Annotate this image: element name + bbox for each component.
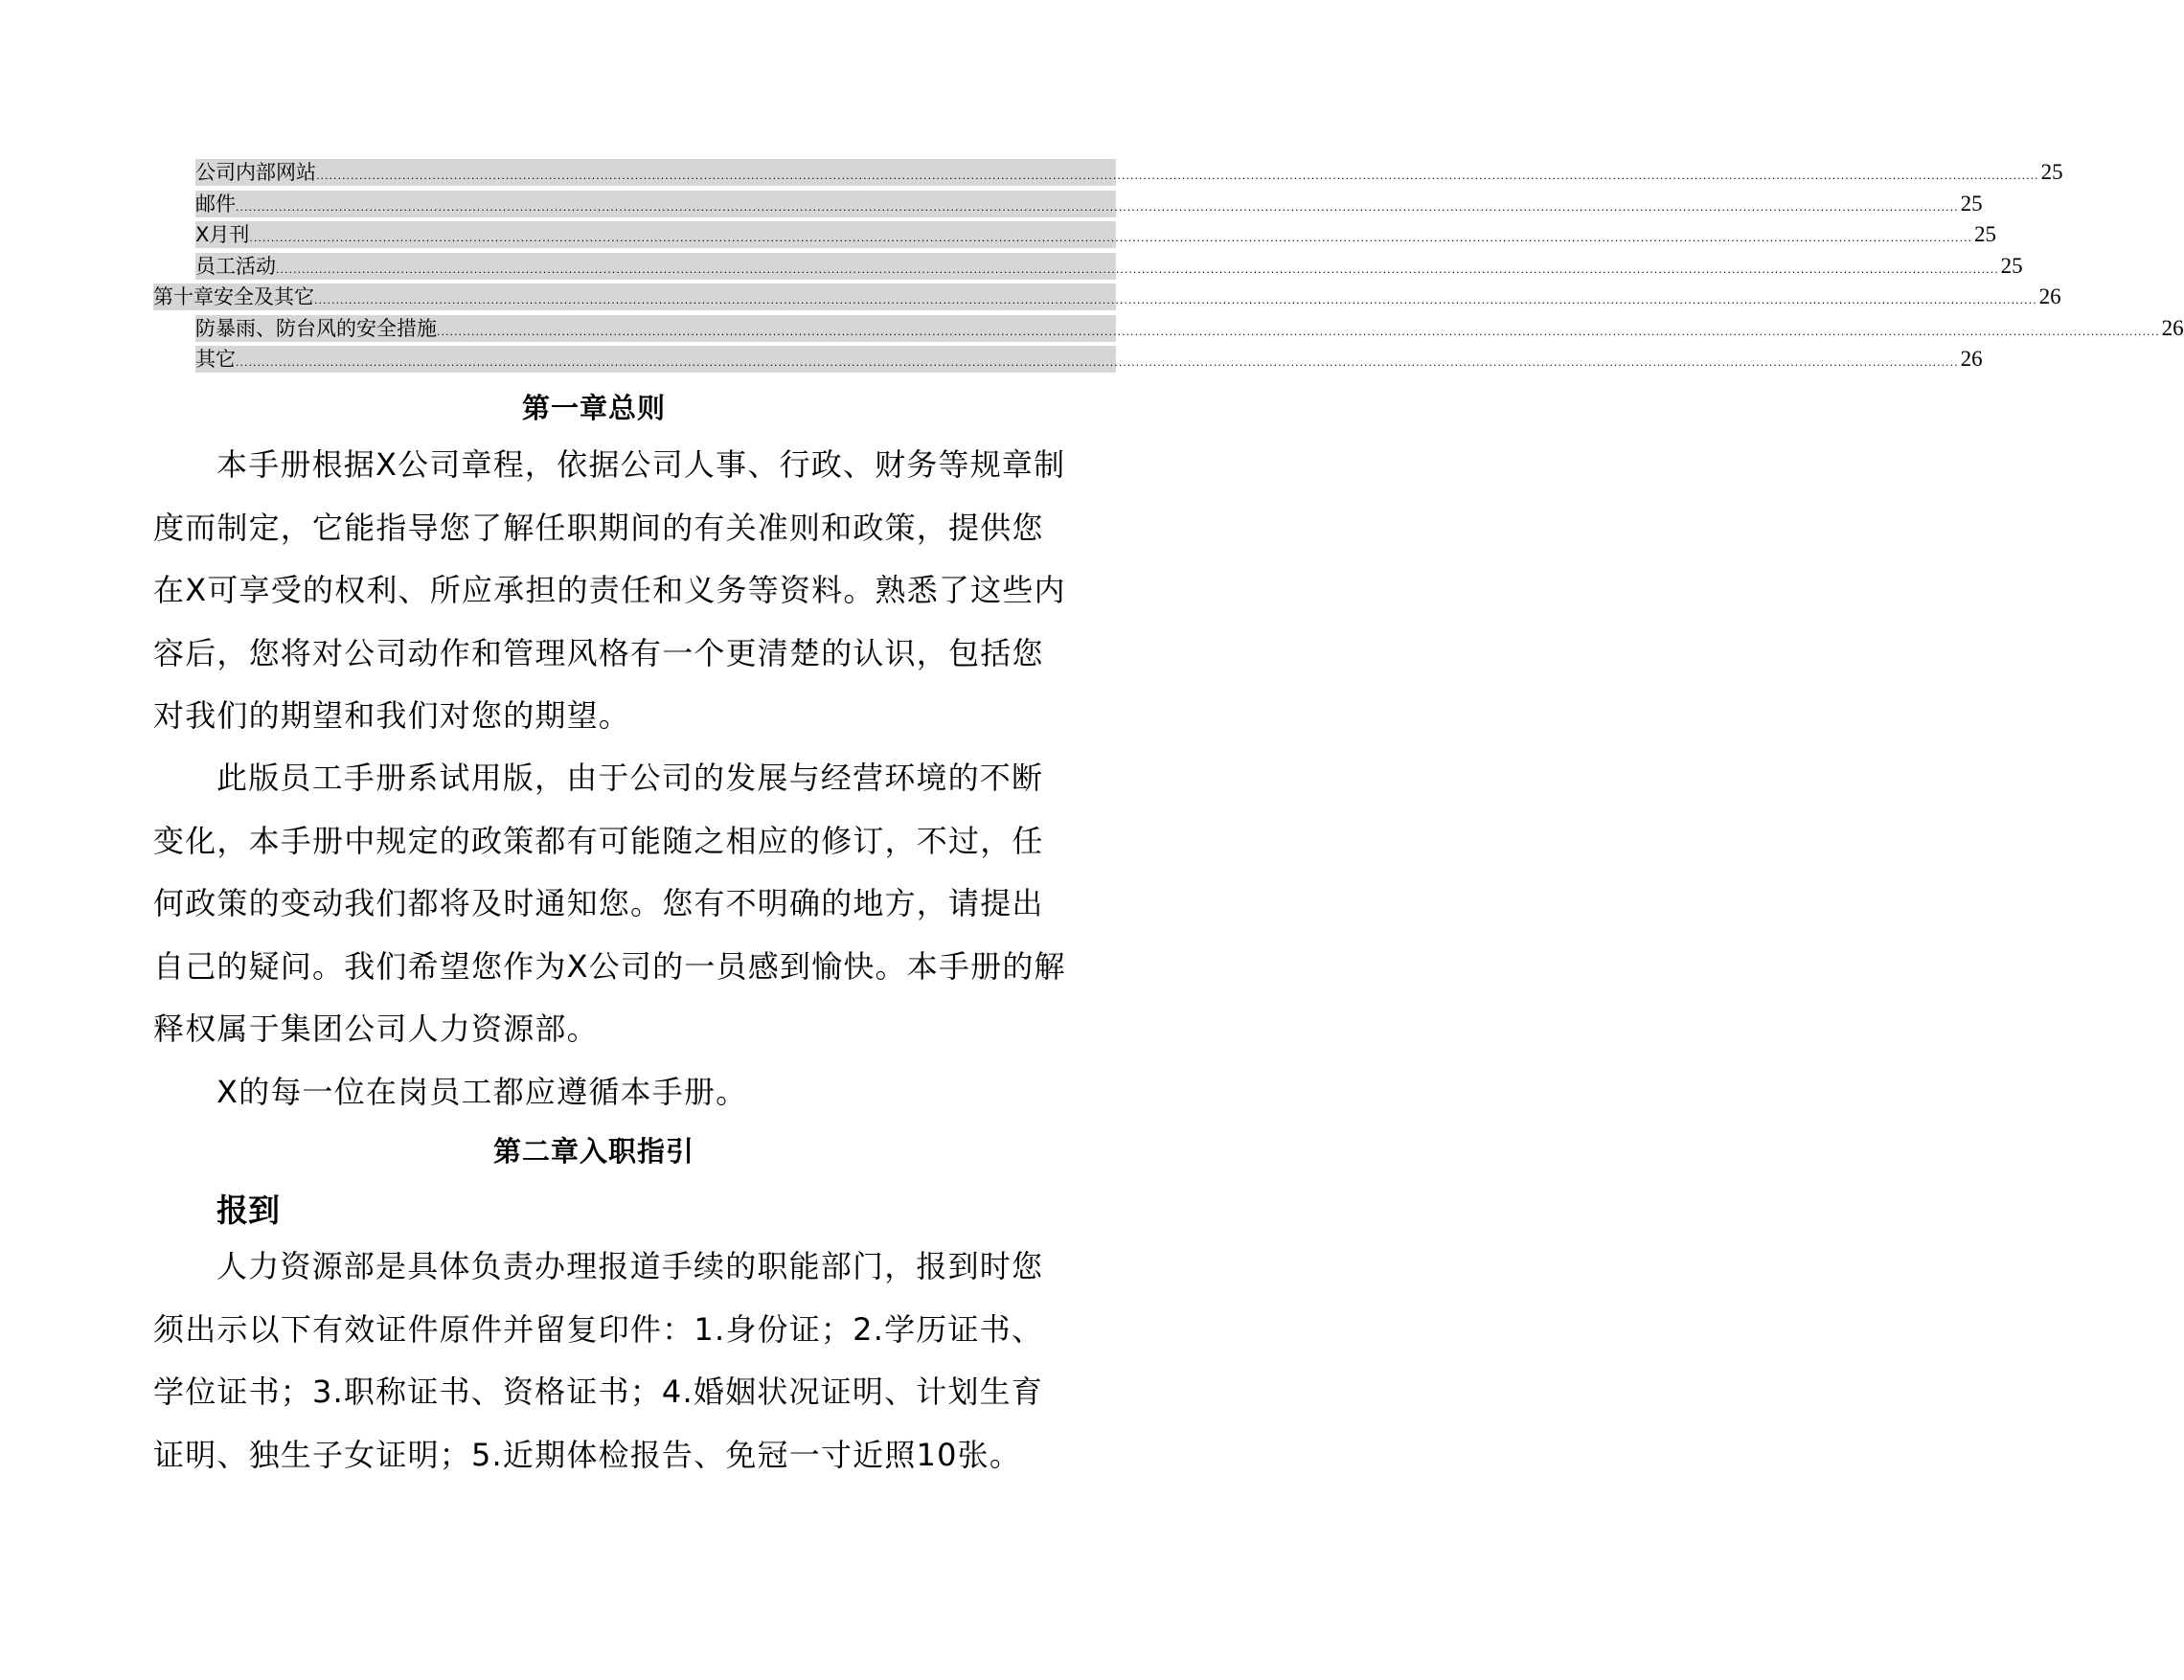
toc-entry-field[interactable] bbox=[195, 159, 2063, 186]
toc-entry-field[interactable] bbox=[195, 346, 1983, 373]
toc-entry[interactable] bbox=[153, 313, 2184, 345]
toc-entry-title: X月刊 bbox=[195, 223, 250, 247]
toc-leader-dots: ................................................................................................................................................................................................................................................................................................................................................................................................................ bbox=[437, 325, 2160, 338]
toc-entry[interactable] bbox=[153, 189, 1983, 220]
toc-entry-title: 邮件 bbox=[195, 192, 236, 216]
toc-entry-title: 防暴雨、防台风的安全措施 bbox=[195, 316, 437, 340]
toc-entry-page: 25 bbox=[1960, 191, 1983, 216]
toc-entry[interactable] bbox=[153, 251, 2023, 283]
toc-entry-field[interactable] bbox=[153, 284, 2061, 310]
chapter-heading: 第二章入职指引 bbox=[492, 1135, 694, 1168]
body-paragraph: 本手册根据X公司章程，依据公司人事、行政、财务等规章制度而制定，它能指导您了解任职期间的有关准则和政策，提供您在X可享受的权利、所应承担的责任和义务等资料。熟悉了这些内容后，您将对公司动作和管理风格有一个更清楚的认识，包括您对我们的期望和我们对您的期望。 bbox=[153, 446, 1066, 734]
toc-entry-field[interactable] bbox=[195, 253, 2023, 280]
toc-entry-title: 公司内部网站 bbox=[195, 161, 316, 185]
toc-entry-field[interactable] bbox=[195, 221, 1997, 248]
toc-leader-dots: ................................................................................................................................................................................................................................................................................................................................................................................................................ bbox=[314, 294, 2037, 307]
toc-entry-field[interactable] bbox=[195, 191, 1983, 217]
toc-entry-page: 26 bbox=[1960, 347, 1983, 372]
toc-entry-page: 25 bbox=[1974, 222, 1997, 247]
toc-entry-field[interactable] bbox=[195, 315, 2184, 342]
toc-entry-page: 26 bbox=[2161, 315, 2184, 340]
section-heading: 报到 bbox=[216, 1192, 280, 1229]
body-paragraph: 人力资源部是具体负责办理报道手续的职能部门，报到时您须出示以下有效证件原件并留复印件：1.身份证；2.学历证书、学位证书；3.职称证书、资格证书；4.婚姻状况证明、计划生育证明、独生子女证明；5.近期体检报告、免冠一寸近照10张。 bbox=[153, 1248, 1044, 1473]
toc-entry-page: 25 bbox=[2040, 160, 2063, 185]
body-paragraph: 此版员工手册系试用版，由于公司的发展与经营环境的不断变化，本手册中规定的政策都有可能随之相应的修订，不过，任何政策的变动我们都将及时通知您。您有不明确的地方，请提出自己的疑问。我们希望您作为X公司的一员感到愉快。本手册的解释权属于集团公司人力资源部。 bbox=[153, 760, 1066, 1047]
chapter-heading: 第一章总则 bbox=[521, 392, 666, 424]
table-of-contents bbox=[153, 157, 2184, 375]
toc-entry-page: 25 bbox=[2000, 253, 2023, 278]
toc-leader-dots: ................................................................................................................................................................................................................................................................................................................................................................................................................ bbox=[316, 170, 2039, 183]
toc-leader-dots: ................................................................................................................................................................................................................................................................................................................................................................................................................ bbox=[276, 262, 1999, 276]
toc-leader-dots: ................................................................................................................................................................................................................................................................................................................................................................................................................ bbox=[236, 200, 1959, 214]
toc-entry-page: 26 bbox=[2038, 284, 2061, 309]
toc-entry[interactable] bbox=[153, 282, 2061, 313]
toc-leader-dots: ................................................................................................................................................................................................................................................................................................................................................................................................................ bbox=[249, 232, 1973, 245]
toc-entry[interactable] bbox=[153, 219, 1997, 251]
toc-entry[interactable] bbox=[153, 157, 2063, 189]
toc-leader-dots: ................................................................................................................................................................................................................................................................................................................................................................................................................ bbox=[236, 356, 1959, 370]
toc-entry[interactable] bbox=[153, 344, 1983, 375]
body-paragraph: X的每一位在岗员工都应遵循本手册。 bbox=[216, 1074, 748, 1110]
toc-entry-title: 第十章安全及其它 bbox=[153, 285, 314, 309]
toc-entry-title: 其它 bbox=[195, 348, 236, 372]
toc-entry-title: 员工活动 bbox=[195, 254, 276, 278]
